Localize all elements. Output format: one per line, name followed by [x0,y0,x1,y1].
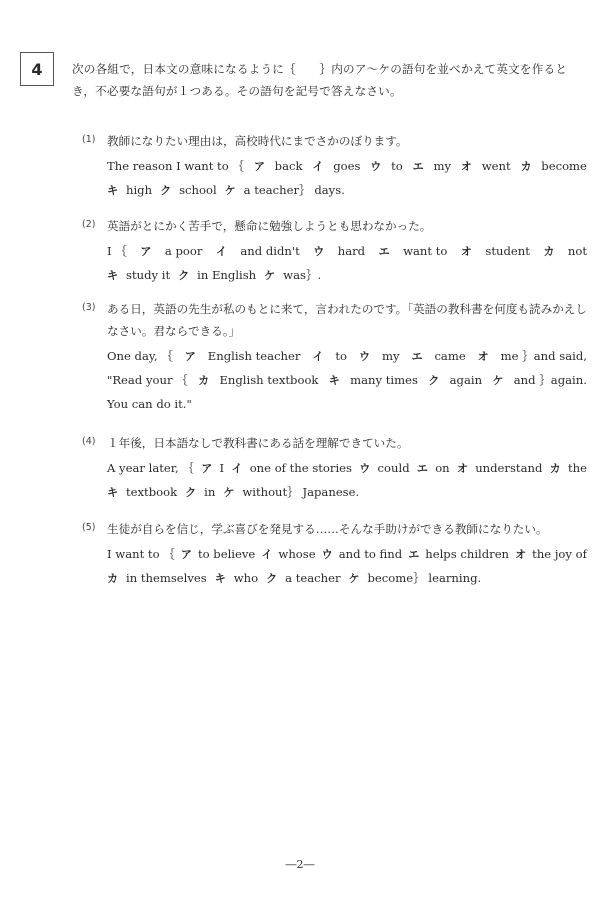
word-option: a poor [164,244,203,258]
word-option: again [449,373,483,387]
word-option: You can do it." [107,397,192,411]
choice-label: キ [328,374,340,387]
choice-label: ウ [370,160,382,173]
word-option: to [391,159,403,173]
choice-label: オ [477,350,489,363]
choice-label: カ [520,160,532,173]
choice-label: オ [460,160,472,173]
word-option: on [435,461,450,475]
english-line [107,542,587,566]
choice-label: エ [408,548,420,561]
english-line [107,566,587,590]
word-option: went [481,159,511,173]
choice-label: ウ [321,548,333,561]
english-line [107,178,587,202]
choice-label: ウ [313,245,325,258]
choice-label: イ [312,350,324,363]
english-line [107,480,587,504]
choice-label: ア [140,245,152,258]
word-option: school [179,183,217,197]
choice-label: ク [428,374,440,387]
choice-label: キ [107,184,118,197]
word-option: textbook [126,485,178,499]
choice-label: オ [456,462,468,475]
english-line [107,392,587,416]
word-option: hard [337,244,366,258]
word-option: and to find [338,547,403,561]
word-option: and ｝again. [513,373,587,387]
choice-label: ケ [223,486,235,499]
japanese-sentence: １年後，日本語なしで教科書にある話を理解できていた。 [107,436,409,450]
japanese-sentence: 教師になりたい理由は，高校時代にまでさかのぼります。 [107,134,408,148]
word-option: me ｝and said, [500,349,587,363]
word-option: without｝ Japanese. [242,485,360,499]
word-option: a teacher [285,571,341,585]
word-option: become｝ learning. [367,571,482,585]
item-number: (1) [82,134,96,145]
word-option: whose [278,547,316,561]
choice-label: エ [416,462,428,475]
choice-label: エ [412,160,424,173]
word-option: English teacher [207,349,301,363]
choice-label: ウ [358,350,370,363]
word-option: want to [403,244,448,258]
word-option: understand [475,461,543,475]
choice-label: エ [378,245,390,258]
japanese-sentence: 英語がとにかく苦手で，懸命に勉強しようとも思わなかった。 [107,219,432,233]
word-option: become [541,159,587,173]
word-option: English textbook [219,373,319,387]
word-option: A year later, ｛ [107,461,194,475]
word-option: I ｛ [107,244,127,258]
choice-label: イ [312,160,324,173]
word-option: in themselves [126,571,207,585]
choice-label: イ [261,548,273,561]
choice-label: キ [214,572,226,585]
choice-label: キ [107,486,118,499]
word-option: back [274,159,303,173]
choice-label: エ [411,350,423,363]
choice-label: ケ [348,572,360,585]
choice-label: カ [549,462,561,475]
choice-label: ア [184,350,196,363]
word-option: "Read your ｛ [107,373,188,387]
japanese-sentence: 生徒が自らを信じ，学ぶ喜びを発見する……そんな手助けができる教師になりたい。 [107,522,548,536]
word-option: and didn't [240,244,300,258]
choice-label: ウ [359,462,371,475]
japanese-sentence: ある日，英語の先生が私のもとに来て，言われたのです。「英語の教科書を何度も読みかえしなさい。君ならできる。」 [107,302,587,338]
word-option: I want to ｛ [107,547,175,561]
word-option: could [377,461,410,475]
choice-label: イ [231,462,243,475]
english-line [107,263,587,287]
choice-label: オ [515,548,527,561]
word-option: my [433,159,451,173]
choice-label: ア [253,160,265,173]
choice-label: ケ [492,374,504,387]
choice-label: カ [198,374,210,387]
choice-label: ク [178,269,190,282]
word-option: helps children [425,547,510,561]
question-number: 4 [31,59,43,79]
english-line [107,239,587,263]
word-option: many times [350,373,418,387]
word-option: not [567,244,587,258]
word-option: came [434,349,466,363]
word-option: to [335,349,348,363]
word-option: my [381,349,400,363]
item-number: (2) [82,219,96,230]
word-option: in English [197,268,257,282]
item-number: (3) [82,302,96,313]
word-option: in [204,485,216,499]
word-option: a teacher｝ days. [243,183,345,197]
instruction-text: 次の各組で，日本文の意味になるように｛ ｝内のア～ケの語句を並べかえて英文を作るとき，不必要な語句が１つある。その語句を記号で答えなさい。 [72,62,568,98]
question-number-box [20,52,54,86]
english-line [107,456,587,480]
word-option: to believe [197,547,256,561]
choice-label: ケ [264,269,276,282]
word-option: who [233,571,259,585]
word-option: high [126,183,153,197]
choice-label: キ [107,269,118,282]
choice-label: ク [185,486,197,499]
word-option: student [485,244,530,258]
choice-label: ケ [224,184,236,197]
word-option: I [219,461,225,475]
choice-label: ク [160,184,172,197]
item-number: (5) [82,522,96,533]
word-option: the [567,461,587,475]
choice-label: ク [266,572,278,585]
word-option: was｝. [283,268,322,282]
choice-label: オ [460,245,472,258]
choice-label: カ [543,245,555,258]
word-option: study it [126,268,171,282]
word-option: One day, ｛ [107,349,173,363]
choice-label: カ [107,572,118,585]
word-option: the joy of [532,547,587,561]
english-line [107,154,587,178]
english-line [107,368,587,392]
choice-label: ア [201,462,213,475]
word-option: one of the stories [249,461,352,475]
english-line [107,344,587,368]
choice-label: イ [215,245,227,258]
word-option: goes [333,159,361,173]
page-number: ―2― [285,858,315,871]
item-number: (4) [82,436,96,447]
word-option: The reason I want to ｛ [107,159,244,173]
choice-label: ア [180,548,192,561]
